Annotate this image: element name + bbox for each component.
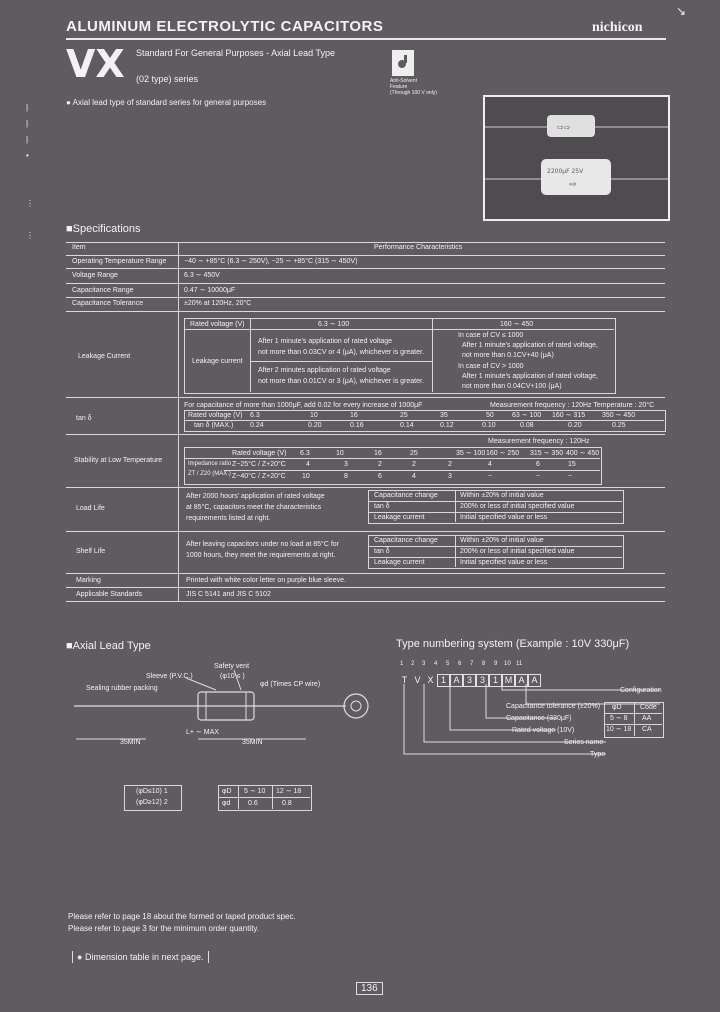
stab-ml: ZT / Z20 (MAX.) [188,471,231,477]
tan-note: For capacitance of more than 1000μF, add 0.02 for every increase of 1000μF [184,402,423,409]
spec-head-perf: Performance Characteristics [374,244,463,251]
leak-r2: 160 ∼ 450 [500,321,534,328]
typenum-rv: Rated voltage (10V) [512,727,575,734]
leak-c1: In case of CV ≤ 1000 [458,332,524,339]
spec-k-cap: Capacitance Range [72,287,134,294]
axial-t1: (φD≤10) 1 [136,788,168,795]
load-l3: Leakage current [374,514,425,521]
load-d2: at 85°C, capacitors meet the characteristics [186,504,322,511]
shelf-d2: 1000 hours, they meet the requirements at right. [186,552,336,559]
leak-a1: After 1 minute's application of rated voltage [258,338,393,345]
typenum-ty: Type [590,751,606,758]
svg-text:⇨⇨: ⇨⇨ [557,123,571,132]
axial-dv1: 5 ∼ 10 [244,788,266,795]
shelf-l1: Capacitance change [374,537,438,544]
spec-head-item: Item [72,244,86,251]
typenum-config: Configuration [620,687,662,694]
page-number: 136 [356,982,383,995]
shelf-v2: 200% or less of initial specified value [460,548,575,555]
shelf-l2: tan δ [374,548,390,555]
typenum-sn: Series name [564,739,604,746]
load-l1: Capacitance change [374,492,438,499]
spec-k-mark: Marking [76,577,101,584]
tn-c1: AA [642,715,652,722]
leak-c6: not more than 0.04CV+100 (μA) [462,383,562,390]
tn-p1: 5 ∼ 8 [610,715,628,722]
axial-lead: φd (Times CP wire) [260,681,321,688]
spec-k-load: Load Life [76,505,105,512]
tan-rvl: Rated voltage (V) [188,412,243,419]
axial-l2: 35MIN [242,739,263,746]
axial-safety: Safety vent [214,663,250,670]
dimension-link[interactable]: ● Dimension table in next page. [72,951,209,963]
header-rule [66,38,666,40]
spec-v-tol: ±20% at 120Hz, 20°C [184,300,252,307]
typenum-ct: Capacitance tolerance (±20%) [506,703,601,710]
load-v3: Initial specified value or less [460,514,548,521]
shelf-v1: Within ±20% of initial value [460,537,544,544]
leak-c5: After 1 minute's application of rated voltage, [462,373,598,380]
leak-c2: After 1 minute's application of rated voltage, [462,342,598,349]
spec-k-std: Applicable Standards [76,591,143,598]
leak-c3: not more than 0.1CV+40 (μA) [462,352,554,359]
tn-ph: φD [612,704,622,711]
shelf-d1: After leaving capacitors under no load at 85°C for [186,541,339,548]
load-d1: After 2000 hours' application of rated voltage [186,493,325,500]
series-desc: Standard For General Purposes - Axial Lead Type [136,48,335,58]
note-1: Please refer to page 18 about the formed or taped product spec. [68,912,296,921]
axial-l1: 35MIN [120,739,141,746]
typenum-code: T V X 1 A 3 3 1 M A A [398,670,541,688]
axial-dv2: 12 ∼ 18 [276,788,302,795]
intro-text: ● Axial lead type of standard series for general purposes [66,98,267,107]
axial-safety2: (φ10 ≤ ) [220,673,245,680]
spec-v-volt: 6.3 ∼ 450V [184,272,220,279]
header-title: ALUMINUM ELECTROLYTIC CAPACITORS [66,18,384,35]
leak-b2: not more than 0.01CV or 3 (μA), whichever is greater. [258,378,424,385]
spec-k-temp: Operating Temperature Range [72,258,167,265]
leak-lk: Leakage current [192,358,243,365]
axial-t2: (φD≥12) 2 [136,799,168,806]
stab-c2: Z−40°C / Z+20°C [232,473,286,480]
stab-meas: Measurement frequency : 120Hz [488,438,590,445]
spec-k-tan: tan δ [76,415,92,422]
tn-pc: Code [640,704,657,711]
product-photo [483,95,670,221]
leak-rv: Rated voltage (V) [190,321,245,328]
spec-k-volt: Voltage Range [72,272,118,279]
spec-k-leak: Leakage Current [78,353,131,360]
typenum-title: Type numbering system (Example : 10V 330μF) [396,638,630,650]
axial-dh: φD [222,788,232,795]
load-l2: tan δ [374,503,390,510]
load-v2: 200% or less of initial specified value [460,503,575,510]
shelf-l3: Leakage current [374,559,425,566]
axial-dd: φd [222,800,231,807]
note-2: Please refer to page 3 for the minimum order quantity. [68,924,260,933]
leak-a2: not more than 0.03CV or 4 (μA), whichever is greater. [258,349,424,356]
axial-title: ■Axial Lead Type [66,640,151,652]
axial-d1: 0.6 [248,800,258,807]
subseries: (02 type) series [136,74,199,84]
spec-v-std: JIS C 5141 and JIS C 5102 [186,591,271,598]
typenum-cap: Capacitance (330μF) [506,715,572,722]
spec-v-cap: 0.47 ∼ 10000μF [184,287,236,294]
leak-r1: 6.3 ∼ 100 [318,321,350,328]
load-d3: requirements listed at right. [186,515,271,522]
leak-b1: After 2 minutes application of rated voltage [258,367,391,374]
tan-tl: tan δ (MAX.) [194,422,234,429]
spec-k-shelf: Shelf Life [76,548,106,555]
capacitor-photo-icon [485,97,668,219]
spec-v-temp: −40 ∼ +85°C (6.3 ∼ 250V), −25 ∼ +85°C (315 ∼ 450V) [184,258,358,265]
stab-rvl: Rated voltage (V) [232,450,287,457]
spec-v-mark: Printed with white color letter on purple blue sleeve. [186,577,346,584]
shelf-v3: Initial specified value or less [460,559,548,566]
series-code: VX [66,42,125,86]
tan-meas: Measurement frequency : 120Hz Temperature : 20°C [490,402,655,409]
brand-logo: nichicon [592,20,643,35]
margin-marks: | | | • ⋮ ⋮ [26,103,34,240]
tn-c2: CA [642,726,652,733]
load-v1: Within ±20% of initial value [460,492,544,499]
spec-k-stab: Stability at Low Temperature [74,457,163,464]
tn-p2: 10 ∼ 18 [606,726,632,733]
leak-c4: In case of CV > 1000 [458,363,524,370]
anti-solvent-badge [392,50,414,76]
svg-text:2200μF 25V: 2200μF 25V [547,168,584,175]
spec-title: ■Specifications [66,223,141,235]
badge-text: Anti-Solvent Feature (Through 100 V only) [390,78,437,96]
axial-d2: 0.8 [282,800,292,807]
corner-mark: ↘ [676,4,687,18]
stab-c1: Z−25°C / Z+20°C [232,461,286,468]
badge-icon [393,51,413,75]
axial-seal: Sealing rubber packing [86,685,158,692]
axial-sleeve: Sleeve (P.V.C.) [146,673,193,680]
svg-text:⇨: ⇨ [569,180,577,190]
axial-lpl: L+ ∼ MAX [186,729,219,736]
stab-il: Impedance ratio [188,461,232,467]
spec-k-tol: Capacitance Tolerance [72,300,144,307]
